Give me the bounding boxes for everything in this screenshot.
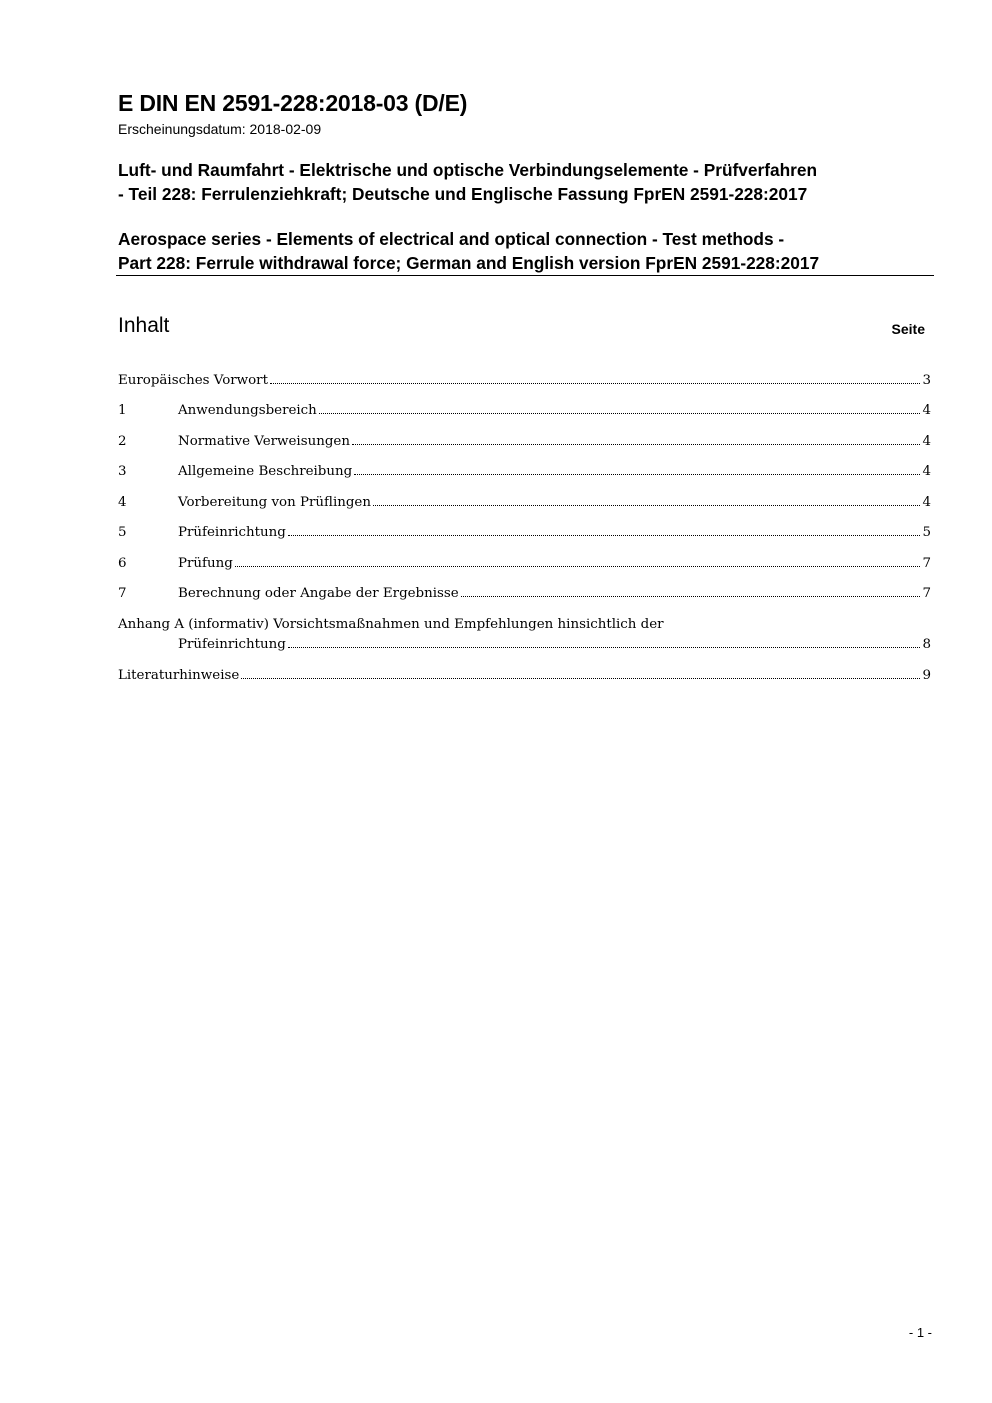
- german-title-line: Luft- und Raumfahrt - Elektrische und optische Verbindungselemente - Prüfverfahren: [118, 160, 818, 180]
- toc-entry-page: 3: [922, 373, 931, 388]
- toc-leader-dots: [461, 596, 921, 597]
- toc-entry-page: 7: [922, 556, 931, 571]
- toc-leader-dots: [354, 474, 920, 475]
- toc-entry-title: Prüfung: [178, 556, 233, 571]
- toc-entry[interactable]: [118, 585, 931, 603]
- english-title: [118, 228, 938, 275]
- english-title-line: Part 228: Ferrule withdrawal force; German and English version FprEN 2591-228:2017: [118, 252, 820, 273]
- toc-leader-dots: [352, 444, 921, 445]
- toc-entry-number: 7: [118, 586, 127, 601]
- toc-annex-title-continued: Prüfeinrichtung: [178, 637, 286, 652]
- toc-entry-annex[interactable]: [118, 615, 931, 655]
- toc-entry[interactable]: [118, 433, 931, 451]
- toc-leader-dots: [241, 678, 920, 679]
- toc-entry-number: 5: [118, 525, 127, 540]
- toc-entry[interactable]: [118, 463, 931, 481]
- toc-leader-dots: [319, 413, 921, 414]
- toc-leader-dots: [288, 647, 921, 648]
- toc-entry-title: Vorbereitung von Prüflingen: [178, 495, 371, 510]
- toc-entry-number: 1: [118, 403, 127, 418]
- toc-entry-page: 9: [922, 668, 931, 683]
- toc-entry-page: 4: [922, 495, 931, 510]
- english-title-line: Aerospace series - Elements of electrical and optical connection - Test methods -: [118, 229, 785, 249]
- toc-entry[interactable]: [118, 524, 931, 542]
- toc-entry-page: 4: [922, 434, 931, 449]
- toc-entry-page: 8: [922, 637, 931, 652]
- toc-entry-title: Allgemeine Beschreibung: [178, 464, 353, 479]
- toc-entry-title: Literaturhinweise: [118, 668, 240, 683]
- toc-entry[interactable]: [118, 402, 931, 420]
- publication-date: Erscheinungsdatum: 2018-02-09: [118, 121, 322, 137]
- toc-entry-page: 4: [922, 403, 931, 418]
- toc-entry[interactable]: [118, 372, 931, 390]
- toc-entry-title: Anwendungsbereich: [178, 403, 317, 418]
- toc-entry-title: Europäisches Vorwort: [118, 373, 268, 388]
- toc-annex-title: Anhang A (informativ) Vorsichtsmaßnahmen und Empfehlungen hinsichtlich der: [118, 617, 664, 632]
- page-number: - 1 -: [908, 1325, 932, 1340]
- toc-entry[interactable]: [118, 555, 931, 573]
- toc-entry-number: 6: [118, 556, 127, 571]
- toc-entry-page: 5: [922, 525, 931, 540]
- toc-leader-dots: [373, 505, 921, 506]
- toc-entry-number: 3: [118, 464, 127, 479]
- german-title-line: - Teil 228: Ferrulenziehkraft; Deutsche und Englische Fassung FprEN 2591-228:2017: [118, 183, 808, 204]
- toc-entry-number: 2: [118, 434, 127, 449]
- toc-entry[interactable]: [118, 494, 931, 512]
- toc-heading: Inhalt: [118, 314, 170, 337]
- toc-annex-continuation: [118, 635, 931, 655]
- title-divider: [116, 275, 934, 276]
- toc-entry-page: 7: [922, 586, 931, 601]
- page-column-label: Seite: [891, 321, 925, 337]
- toc-entry-title: Berechnung oder Angabe der Ergebnisse: [178, 586, 459, 601]
- toc-entry[interactable]: [118, 667, 931, 685]
- toc-leader-dots: [235, 566, 921, 567]
- toc-entry-title: Prüfeinrichtung: [178, 525, 286, 540]
- toc-leader-dots: [270, 383, 921, 384]
- toc-leader-dots: [288, 535, 921, 536]
- toc-entry-number: 4: [118, 495, 127, 510]
- german-title: [118, 159, 938, 206]
- document-identifier: E DIN EN 2591-228:2018-03 (D/E): [118, 90, 468, 116]
- toc-entry-title: Normative Verweisungen: [178, 434, 350, 449]
- toc-entry-page: 4: [922, 464, 931, 479]
